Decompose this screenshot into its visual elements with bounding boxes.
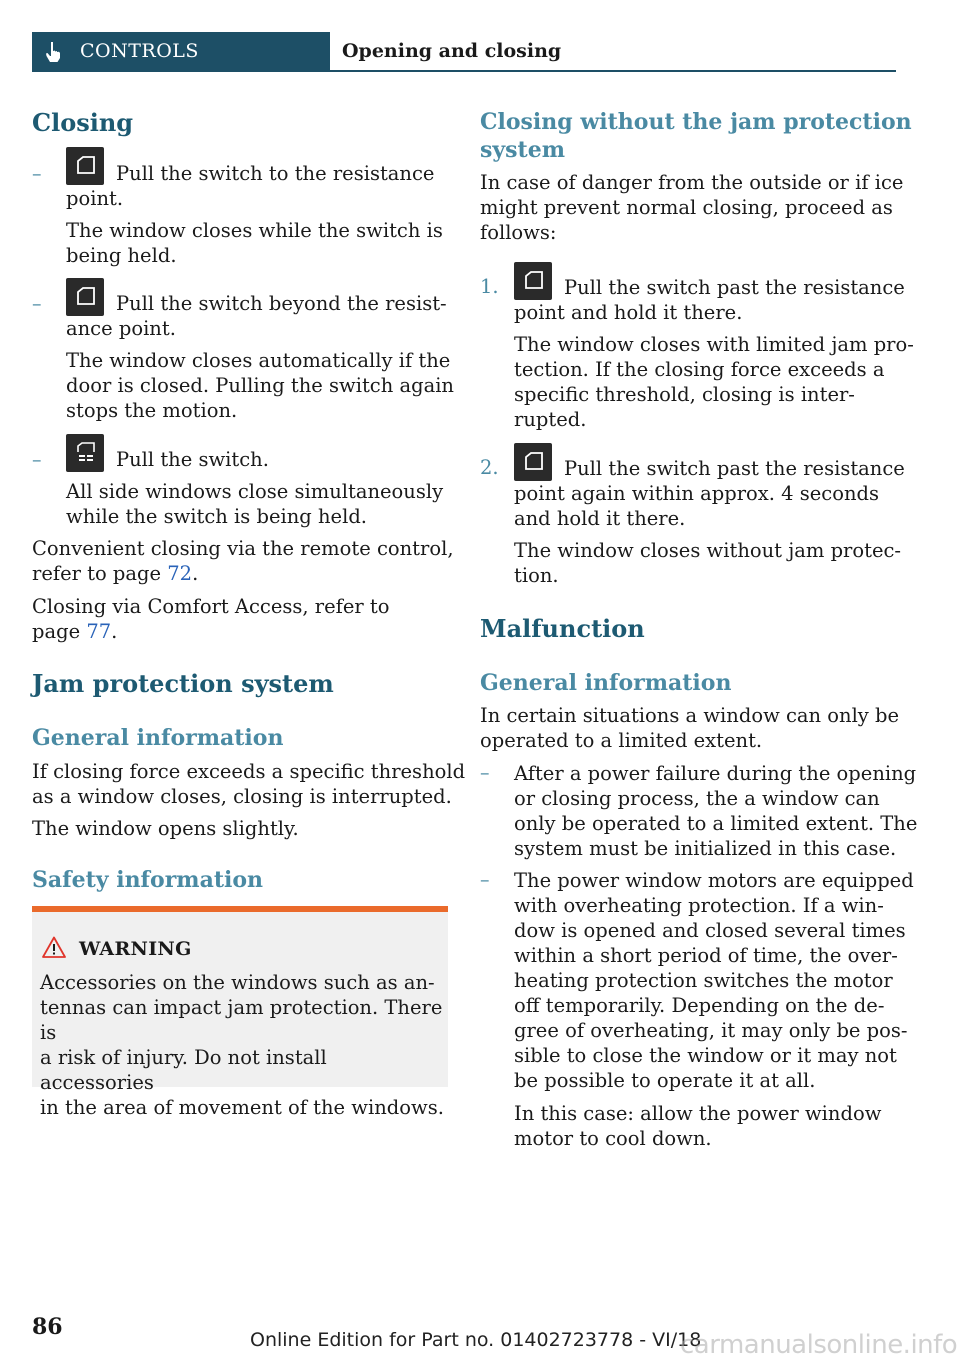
step1-note-l1: The window closes with limited jam pro- bbox=[514, 333, 914, 356]
convenient-closing-l1: Convenient closing via the remote control, bbox=[32, 537, 454, 560]
bullet2-l5: heating protection switches the motor bbox=[514, 969, 893, 992]
page-link-72[interactable]: 72 bbox=[167, 562, 193, 585]
closing-item2-action: Pull the switch beyond the resist- bbox=[116, 292, 447, 315]
bullet2-l1: The power window motors are equipped bbox=[514, 869, 914, 892]
step2-note-l2: tion. bbox=[514, 564, 559, 587]
bullet1-l4: system must be initialized in this case. bbox=[514, 837, 897, 860]
bullet2-note-l2: motor to cool down. bbox=[514, 1127, 712, 1150]
no-jam-protection-heading bbox=[480, 108, 912, 164]
comfort-access-l2: page 77. bbox=[32, 620, 118, 643]
warning-text-l1: Accessories on the windows such as an- bbox=[40, 971, 435, 994]
bullet-dash: – bbox=[32, 449, 42, 471]
closing-item2-note-l2: door is closed. Pulling the switch again bbox=[66, 374, 454, 397]
bullet2-l6: off temporarily. Depending on the de- bbox=[514, 994, 885, 1017]
comfort-access-l1: Closing via Comfort Access, refer to bbox=[32, 595, 390, 618]
convenient-closing-l2: refer to page 72. bbox=[32, 562, 199, 585]
all-windows-switch-icon bbox=[66, 434, 104, 472]
step1-note-l4: rupted. bbox=[514, 408, 587, 431]
bullet2-l4: within a short period of time, the over- bbox=[514, 944, 898, 967]
step1-note-l3: specific threshold, closing is inter- bbox=[514, 383, 855, 406]
window-switch-icon bbox=[514, 443, 552, 481]
closing-item2-cont: ance point. bbox=[66, 317, 176, 340]
step2-note-l1: The window closes without jam protec- bbox=[514, 539, 902, 562]
jam-protection-heading: Jam protection system bbox=[32, 669, 334, 698]
closing-item1-note-l2: being held. bbox=[66, 244, 177, 267]
general-info-l2: as a window closes, closing is interrupted. bbox=[32, 785, 452, 808]
malfunction-l2: operated to a limited extent. bbox=[480, 729, 763, 752]
warning-title: WARNING bbox=[79, 938, 192, 960]
bullet2-l9: be possible to operate it at all. bbox=[514, 1069, 816, 1092]
warning-text-l3: a risk of injury. Do not install accessories bbox=[40, 1046, 327, 1094]
bullet2-note-l1: In this case: allow the power window bbox=[514, 1102, 882, 1125]
step2-l3: and hold it there. bbox=[514, 507, 686, 530]
bullet1-l2: or closing process, the a window can bbox=[514, 787, 880, 810]
chapter-title: Opening and closing bbox=[342, 40, 562, 62]
page-link-77[interactable]: 77 bbox=[86, 620, 112, 643]
window-switch-icon bbox=[66, 278, 104, 316]
bullet-dash: – bbox=[32, 293, 42, 315]
section-label: CONTROLS bbox=[80, 40, 199, 62]
no-jam-heading-l2: system bbox=[480, 137, 565, 163]
bullet2-l7: gree of overheating, it may only be pos- bbox=[514, 1019, 908, 1042]
warning-triangle-icon bbox=[42, 936, 66, 958]
header-rule bbox=[330, 70, 896, 72]
closing-item3-note-l2: while the switch is being held. bbox=[66, 505, 368, 528]
closing-item1-action: Pull the switch to the resistance bbox=[116, 162, 435, 185]
warning-text-l2: tennas can impact jam protection. There is bbox=[40, 996, 443, 1044]
closing-item3-note-l1: All side windows close simultaneously bbox=[66, 480, 444, 503]
general-info-l3: The window opens slightly. bbox=[32, 817, 299, 840]
bullet2-l2: with overheating protection. If a win- bbox=[514, 894, 884, 917]
general-info-l1: If closing force exceeds a specific threshold bbox=[32, 760, 466, 783]
malfunction-heading: Malfunction bbox=[480, 614, 645, 643]
closing-item1-cont: point. bbox=[66, 187, 124, 210]
warning-box bbox=[32, 906, 448, 1119]
step-number-1: 1. bbox=[480, 275, 499, 298]
malfunction-l1: In certain situations a window can only be bbox=[480, 704, 900, 727]
warning-text bbox=[40, 970, 446, 1120]
step-number-2: 2. bbox=[480, 456, 499, 479]
bullet1-l3: only be operated to a limited extent. The bbox=[514, 812, 918, 835]
window-switch-icon bbox=[66, 147, 104, 185]
malfunction-general-heading: General information bbox=[480, 670, 732, 696]
step2-l2: point again within approx. 4 seconds bbox=[514, 482, 880, 505]
intro-l2: might prevent normal closing, proceed as bbox=[480, 196, 893, 219]
bullet-dash: – bbox=[32, 163, 42, 185]
watermark: carmanualsonline.info bbox=[680, 1330, 958, 1360]
closing-heading: Closing bbox=[32, 108, 134, 137]
step2-l1: Pull the switch past the resistance bbox=[564, 457, 905, 480]
step1-note-l2: tection. If the closing force exceeds a bbox=[514, 358, 885, 381]
pointing-hand-icon bbox=[44, 41, 62, 63]
bullet2-l8: sible to close the window or it may not bbox=[514, 1044, 897, 1067]
window-switch-icon bbox=[514, 262, 552, 300]
step1-l1: Pull the switch past the resistance bbox=[564, 276, 905, 299]
page-header bbox=[32, 32, 896, 72]
intro-l3: follows: bbox=[480, 221, 557, 244]
safety-information-heading: Safety information bbox=[32, 867, 264, 893]
edition-footer: Online Edition for Part no. 01402723778 - VI/18 bbox=[250, 1329, 702, 1351]
warning-text-l4: in the area of movement of the windows. bbox=[40, 1096, 444, 1119]
bullet2-l3: dow is opened and closed several times bbox=[514, 919, 906, 942]
bullet-dash: – bbox=[480, 762, 490, 784]
intro-l1: In case of danger from the outside or if ice bbox=[480, 171, 904, 194]
step1-l2: point and hold it there. bbox=[514, 301, 743, 324]
bullet1-l1: After a power failure during the opening bbox=[514, 762, 917, 785]
closing-item2-note-l1: The window closes automatically if the bbox=[66, 349, 451, 372]
no-jam-heading-l1: Closing without the jam protection bbox=[480, 109, 912, 135]
section-tab bbox=[32, 32, 330, 72]
page-number: 86 bbox=[32, 1314, 63, 1340]
closing-item2-note-l3: stops the motion. bbox=[66, 399, 238, 422]
closing-item3-action: Pull the switch. bbox=[116, 448, 269, 471]
bullet-dash: – bbox=[480, 869, 490, 891]
closing-item1-note-l1: The window closes while the switch is bbox=[66, 219, 443, 242]
general-information-heading: General information bbox=[32, 725, 284, 751]
